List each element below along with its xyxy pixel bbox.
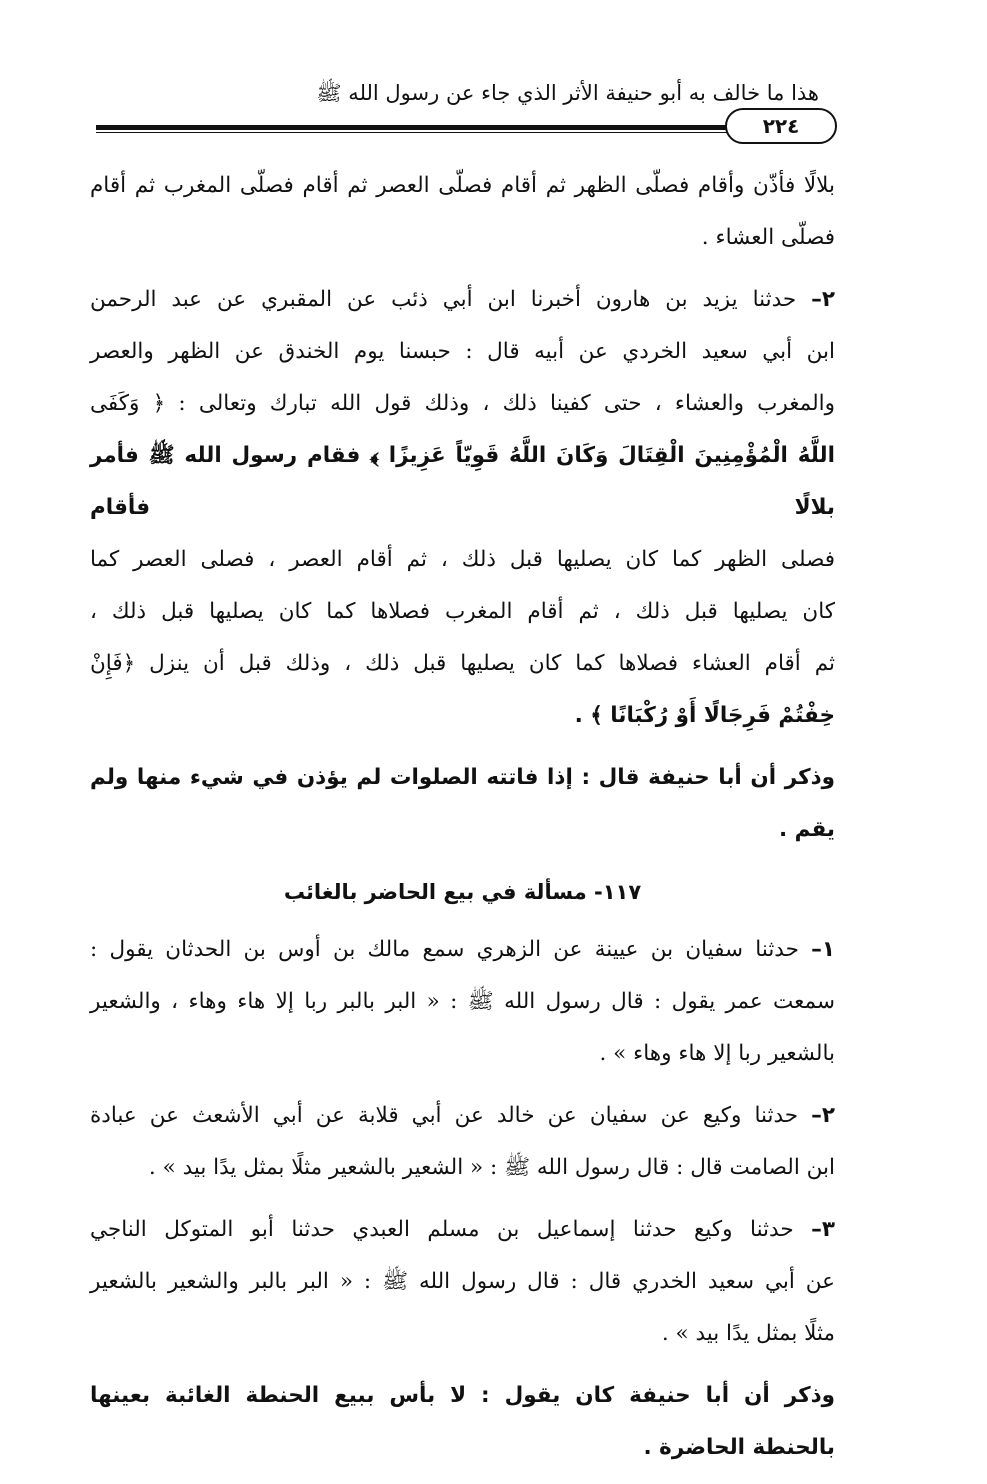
hadith-number: ٢– xyxy=(811,287,835,312)
text-segment: حدثنا وكيع حدثنا إسماعيل بن مسلم العبدي حدثنا أبو المتوكل الناجي xyxy=(90,1217,794,1242)
hadith-paragraph xyxy=(90,274,835,742)
hadith-paragraph xyxy=(90,1090,835,1194)
hadith-number: ٢– xyxy=(811,1103,835,1128)
text-line xyxy=(90,274,835,326)
text-line: ابن الصامت قال : قال رسول الله ﷺ : « الشعير بالشعير مثلًا بمثل يدًا بيد » . xyxy=(148,1155,835,1180)
text-line: عن أبي سعيد الخدري قال : قال رسول الله ﷺ : « البر بالبر والشعير بالشعير xyxy=(90,1269,835,1294)
text-line: بالحنطة الحاضرة . xyxy=(643,1435,835,1460)
text-line: بالشعير ربا إلا هاء وهاء » . xyxy=(599,1041,835,1066)
text-line: ثم أقام العشاء فصلاها كما كان يصليها قبل ذلك ، وذلك قبل أن ينزل ﴿فَإِنْ xyxy=(90,651,835,676)
hadith-number: ١– xyxy=(811,937,835,962)
section-heading: ١١٧- مسألة في بيع الحاضر بالغائب xyxy=(283,880,642,904)
text-line xyxy=(90,924,835,976)
hadith-number: ٣– xyxy=(811,1217,835,1242)
text-line: فصلى الظهر كما كان يصليها قبل ذلك ، ثم أقام العصر ، فصلى العصر كما xyxy=(90,547,835,572)
text-line: بلالًا فأذّن وأقام فصلّى الظهر ثم أقام فصلّى العصر ثم أقام فصلّى المغرب ثم أقام xyxy=(90,173,835,198)
text-line: اللَّهُ الْمُؤْمِنِينَ الْقِتَالَ وَكَانَ اللَّهُ قَوِيّاً عَزِيزًا ﴾ فقام رسول الله ﷺ فأمر بلالًا فأقام xyxy=(90,443,835,520)
hadith-paragraph xyxy=(90,924,835,1080)
text-line: والمغرب والعشاء ، حتى كفينا ذلك ، وذلك قول الله تبارك وتعالى : ﴿ وَكَفَى xyxy=(90,391,835,416)
paragraph xyxy=(90,160,835,264)
text-line: وذكر أن أبا حنيفة قال : إذا فاتته الصلوات لم يؤذن في شيء منها ولم يقم . xyxy=(90,765,835,842)
hadith-paragraph xyxy=(90,1204,835,1360)
text-line: فصلّى العشاء . xyxy=(701,225,835,250)
text-line: سمعت عمر يقول : قال رسول الله ﷺ : « البر بالبر ربا إلا هاء وهاء ، والشعير xyxy=(90,989,835,1014)
text-segment: حدثنا يزيد بن هارون أخبرنا ابن أبي ذئب عن المقبري عن عبد الرحمن xyxy=(90,287,797,312)
text-line xyxy=(90,1204,835,1256)
abu-hanifa-opinion xyxy=(90,1370,835,1474)
text-line: خِفْتُمْ فَرِجَالًا أَوْ رُكْبَانًا ﴾ . xyxy=(574,703,835,728)
text-line: مثلًا بمثل يدًا بيد » . xyxy=(661,1321,835,1346)
text-line: ابن أبي سعيد الخردي عن أبيه قال : حبسنا يوم الخندق عن الظهر والعصر xyxy=(90,339,835,364)
text-line: كان يصليها قبل ذلك ، ثم أقام المغرب فصلاها كما كان يصليها قبل ذلك ، xyxy=(90,599,835,624)
text-line: وذكر أن أبا حنيفة كان يقول : لا بأس ببيع الحنطة الغائبة بعينها xyxy=(90,1383,835,1408)
page-number: ٢٢٤ xyxy=(725,108,837,144)
text-segment: حدثنا وكيع عن سفيان عن خالد عن أبي قلابة عن أبي الأشعث عن عبادة xyxy=(90,1103,799,1128)
abu-hanifa-opinion xyxy=(90,752,835,856)
running-title: هذا ما خالف به أبو حنيفة الأثر الذي جاء عن رسول الله ﷺ xyxy=(316,81,819,105)
text-line xyxy=(90,1090,835,1142)
header-rule xyxy=(96,125,834,130)
text-segment: حدثنا سفيان بن عيينة عن الزهري سمع مالك بن أوس بن الحدثان يقول : xyxy=(90,937,799,962)
header-rule-thin xyxy=(96,132,834,133)
page-body xyxy=(90,160,835,1484)
